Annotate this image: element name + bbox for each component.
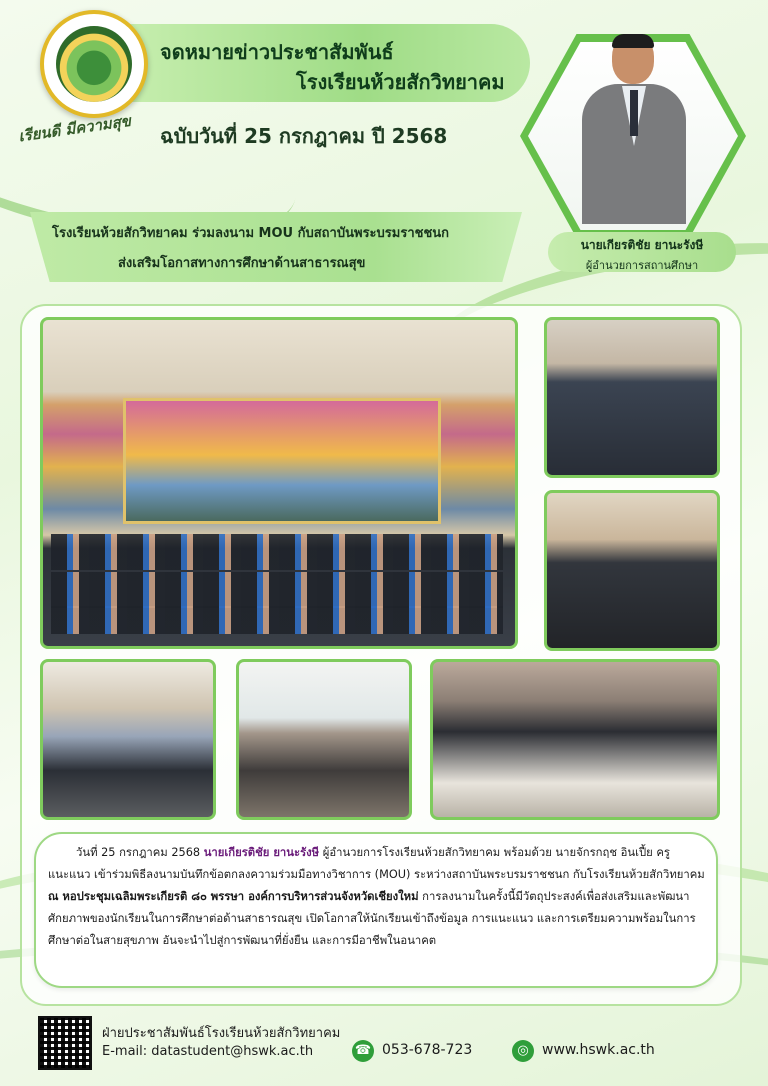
photo-signing-table	[430, 659, 720, 820]
school-logo	[40, 10, 148, 118]
photo-group-mou-signing	[40, 317, 518, 649]
school-motto: เรียนดี มีความสุข	[17, 111, 133, 146]
photo-certificate	[236, 659, 412, 820]
director-name-plate	[548, 232, 736, 272]
newsletter-title: จดหมายข่าวประชาสัมพันธ์	[160, 40, 394, 64]
school-emblem-icon	[56, 26, 132, 102]
stage-banner	[123, 398, 441, 524]
description-text: วันที่ 25 กรกฎาคม 2568 นายเกียรติชัย ยานะรังษี ผู้อำนวยการโรงเรียนห้วยสักวิทยาคม พร้อมด้วย นายจักรกฤช อินเปี้ย ครูแนะแนว เข้าร่วมพิธีลงนามบันทึกข้อตกลงความร่วมมือทางวิชาการ (MOU) ระหว่างสถาบันพระบรมราชชนก กับโรงเรียนห้วยสักวิทยาคม ณ หอประชุมเฉลิมพระเกียรติ ๘๐ พรรษา องค์การบริหารส่วนจังหวัดเชียงใหม่ การลงนามในครั้งนี้มีวัตถุประสงค์เพื่อส่งเสริมและพัฒนาศักยภาพของนักเรียนในการศึกษาต่อด้านสาธารณสุข เปิดโอกาสให้นักเรียนเข้าถึงข้อมูล การแนะแนว และการเตรียมความพร้อมในการศึกษาต่อในสายสุขภาพ อันจะนำไปสู่การพัฒนาที่ยั่งยืน และการมีอาชีพในอนาคต	[48, 846, 705, 947]
qr-code-icon	[38, 1016, 92, 1070]
footer-website[interactable]: www.hswk.ac.th	[542, 1042, 655, 1058]
photo-audience	[544, 317, 720, 478]
footer-email[interactable]: E-mail: datastudent@hswk.ac.th	[102, 1044, 314, 1059]
phone-icon: ☎	[352, 1040, 374, 1062]
director-name-highlight: นายเกียรติชัย ยานะรังษี	[203, 846, 320, 859]
photo-hall	[40, 659, 216, 820]
director-position: ผู้อำนวยการสถานศึกษา	[585, 259, 699, 272]
school-name: โรงเรียนห้วยสักวิทยาคม	[296, 70, 505, 94]
photo-attendees	[544, 490, 720, 651]
director-name: นายเกียรติชัย ยานะรังษี	[580, 238, 704, 252]
headline-line2: ส่งเสริมโอกาสทางการศึกษาด้านสาธารณสุข	[118, 256, 366, 271]
globe-icon: ◎	[512, 1040, 534, 1062]
director-photo	[580, 34, 688, 224]
issue-date: ฉบับวันที่ 25 กรกฎาคม ปี 2568	[160, 124, 448, 148]
footer-phone[interactable]: 053-678-723	[382, 1042, 473, 1058]
footer-department: ฝ่ายประชาสัมพันธ์โรงเรียนห้วยสักวิทยาคม	[102, 1026, 341, 1041]
headline-line1: โรงเรียนห้วยสักวิทยาคม ร่วมลงนาม MOU กับสถาบันพระบรมราชชนก	[52, 226, 450, 241]
venue-highlight: ณ หอประชุมเฉลิมพระเกียรติ ๘๐ พรรษา องค์การบริหารส่วนจังหวัดเชียงใหม่	[48, 890, 419, 903]
